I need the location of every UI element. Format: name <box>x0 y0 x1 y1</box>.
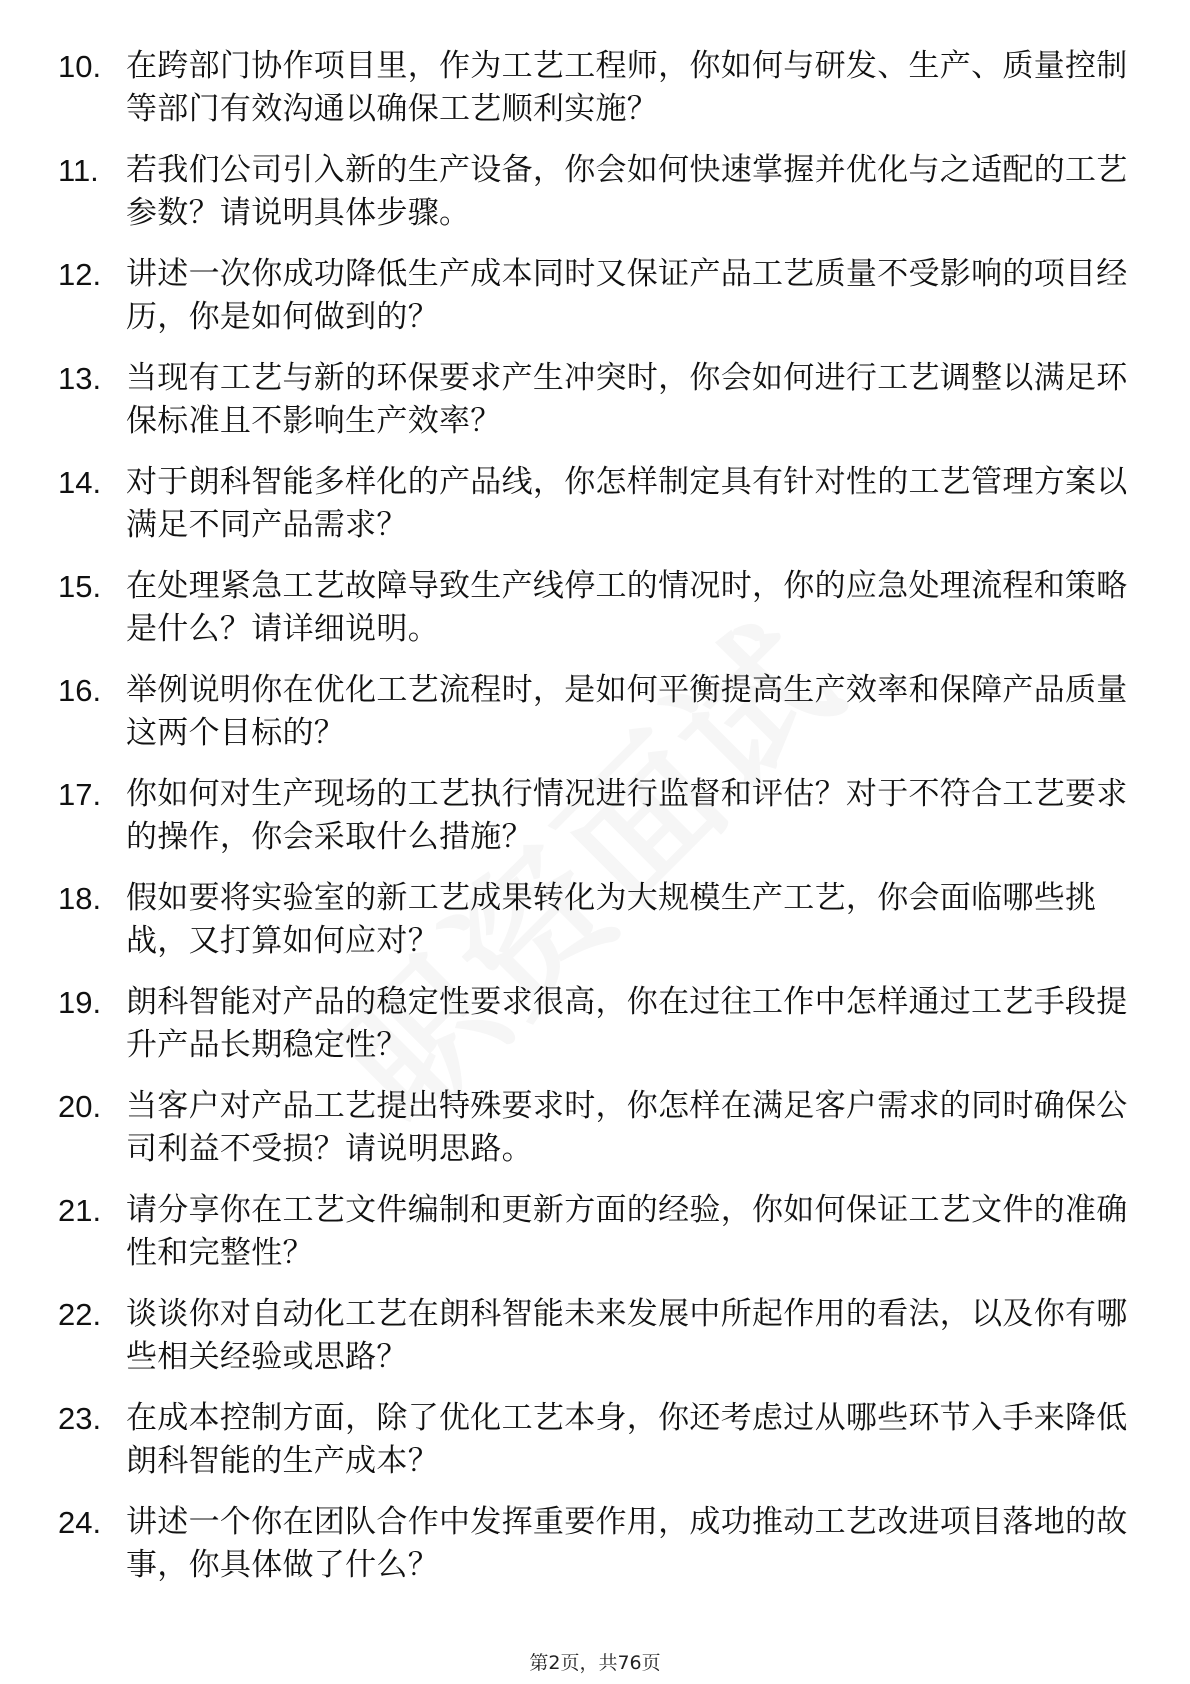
question-number: 22. <box>58 1297 102 1332</box>
question-list <box>58 45 1138 1605</box>
question-text: 讲述一次你成功降低生产成本同时又保证产品工艺质量不受影响的项目经历，你是如何做到的？ <box>126 256 1128 335</box>
question-text: 朗科智能对产品的稳定性要求很高，你在过往工作中怎样通过工艺手段提升产品长期稳定性？ <box>126 984 1128 1063</box>
question-item <box>58 149 1138 253</box>
question-number: 15. <box>58 569 102 604</box>
question-text: 若我们公司引入新的生产设备，你会如何快速掌握并优化与之适配的工艺参数？请说明具体步骤。 <box>126 152 1128 231</box>
question-text: 对于朗科智能多样化的产品线，你怎样制定具有针对性的工艺管理方案以满足不同产品需求？ <box>126 464 1128 543</box>
question-item <box>58 45 1138 149</box>
question-number: 10. <box>58 49 102 84</box>
question-text: 在处理紧急工艺故障导致生产线停工的情况时，你的应急处理流程和策略是什么？请详细说明。 <box>126 568 1128 647</box>
question-item <box>58 1189 1138 1293</box>
question-number: 17. <box>58 777 102 812</box>
question-text: 谈谈你对自动化工艺在朗科智能未来发展中所起作用的看法，以及你有哪些相关经验或思路？ <box>126 1296 1128 1375</box>
question-number: 11. <box>58 153 99 188</box>
question-item <box>58 773 1138 877</box>
question-item <box>58 669 1138 773</box>
question-number: 13. <box>58 361 102 396</box>
question-text: 你如何对生产现场的工艺执行情况进行监督和评估？对于不符合工艺要求的操作，你会采取什么措施？ <box>126 776 1128 855</box>
question-text: 当客户对产品工艺提出特殊要求时，你怎样在满足客户需求的同时确保公司利益不受损？请说明思路。 <box>126 1088 1128 1167</box>
question-number: 21. <box>58 1193 102 1228</box>
question-item <box>58 981 1138 1085</box>
question-number: 19. <box>58 985 102 1020</box>
question-item <box>58 1293 1138 1397</box>
question-item <box>58 461 1138 565</box>
question-item <box>58 253 1138 357</box>
question-number: 14. <box>58 465 102 500</box>
question-item <box>58 565 1138 669</box>
page-footer: 第2页，共76页 <box>529 1652 661 1674</box>
question-number: 18. <box>58 881 102 916</box>
question-text: 当现有工艺与新的环保要求产生冲突时，你会如何进行工艺调整以满足环保标准且不影响生产效率？ <box>126 360 1128 439</box>
question-number: 24. <box>58 1505 102 1540</box>
question-item <box>58 1397 1138 1501</box>
question-text: 讲述一个你在团队合作中发挥重要作用，成功推动工艺改进项目落地的故事，你具体做了什么？ <box>126 1504 1128 1583</box>
question-item <box>58 1501 1138 1605</box>
question-text: 假如要将实验室的新工艺成果转化为大规模生产工艺，你会面临哪些挑战，又打算如何应对？ <box>126 880 1097 959</box>
question-item <box>58 1085 1138 1189</box>
question-number: 20. <box>58 1089 102 1124</box>
question-text: 在成本控制方面，除了优化工艺本身，你还考虑过从哪些环节入手来降低朗科智能的生产成本？ <box>126 1400 1128 1479</box>
question-item <box>58 357 1138 461</box>
question-number: 16. <box>58 673 102 708</box>
question-text: 举例说明你在优化工艺流程时，是如何平衡提高生产效率和保障产品质量这两个目标的？ <box>126 672 1128 751</box>
question-number: 12. <box>58 257 102 292</box>
question-text: 请分享你在工艺文件编制和更新方面的经验，你如何保证工艺文件的准确性和完整性？ <box>126 1192 1128 1271</box>
question-text: 在跨部门协作项目里，作为工艺工程师，你如何与研发、生产、质量控制等部门有效沟通以确保工艺顺利实施？ <box>126 48 1128 127</box>
question-number: 23. <box>58 1401 102 1436</box>
question-item <box>58 877 1138 981</box>
